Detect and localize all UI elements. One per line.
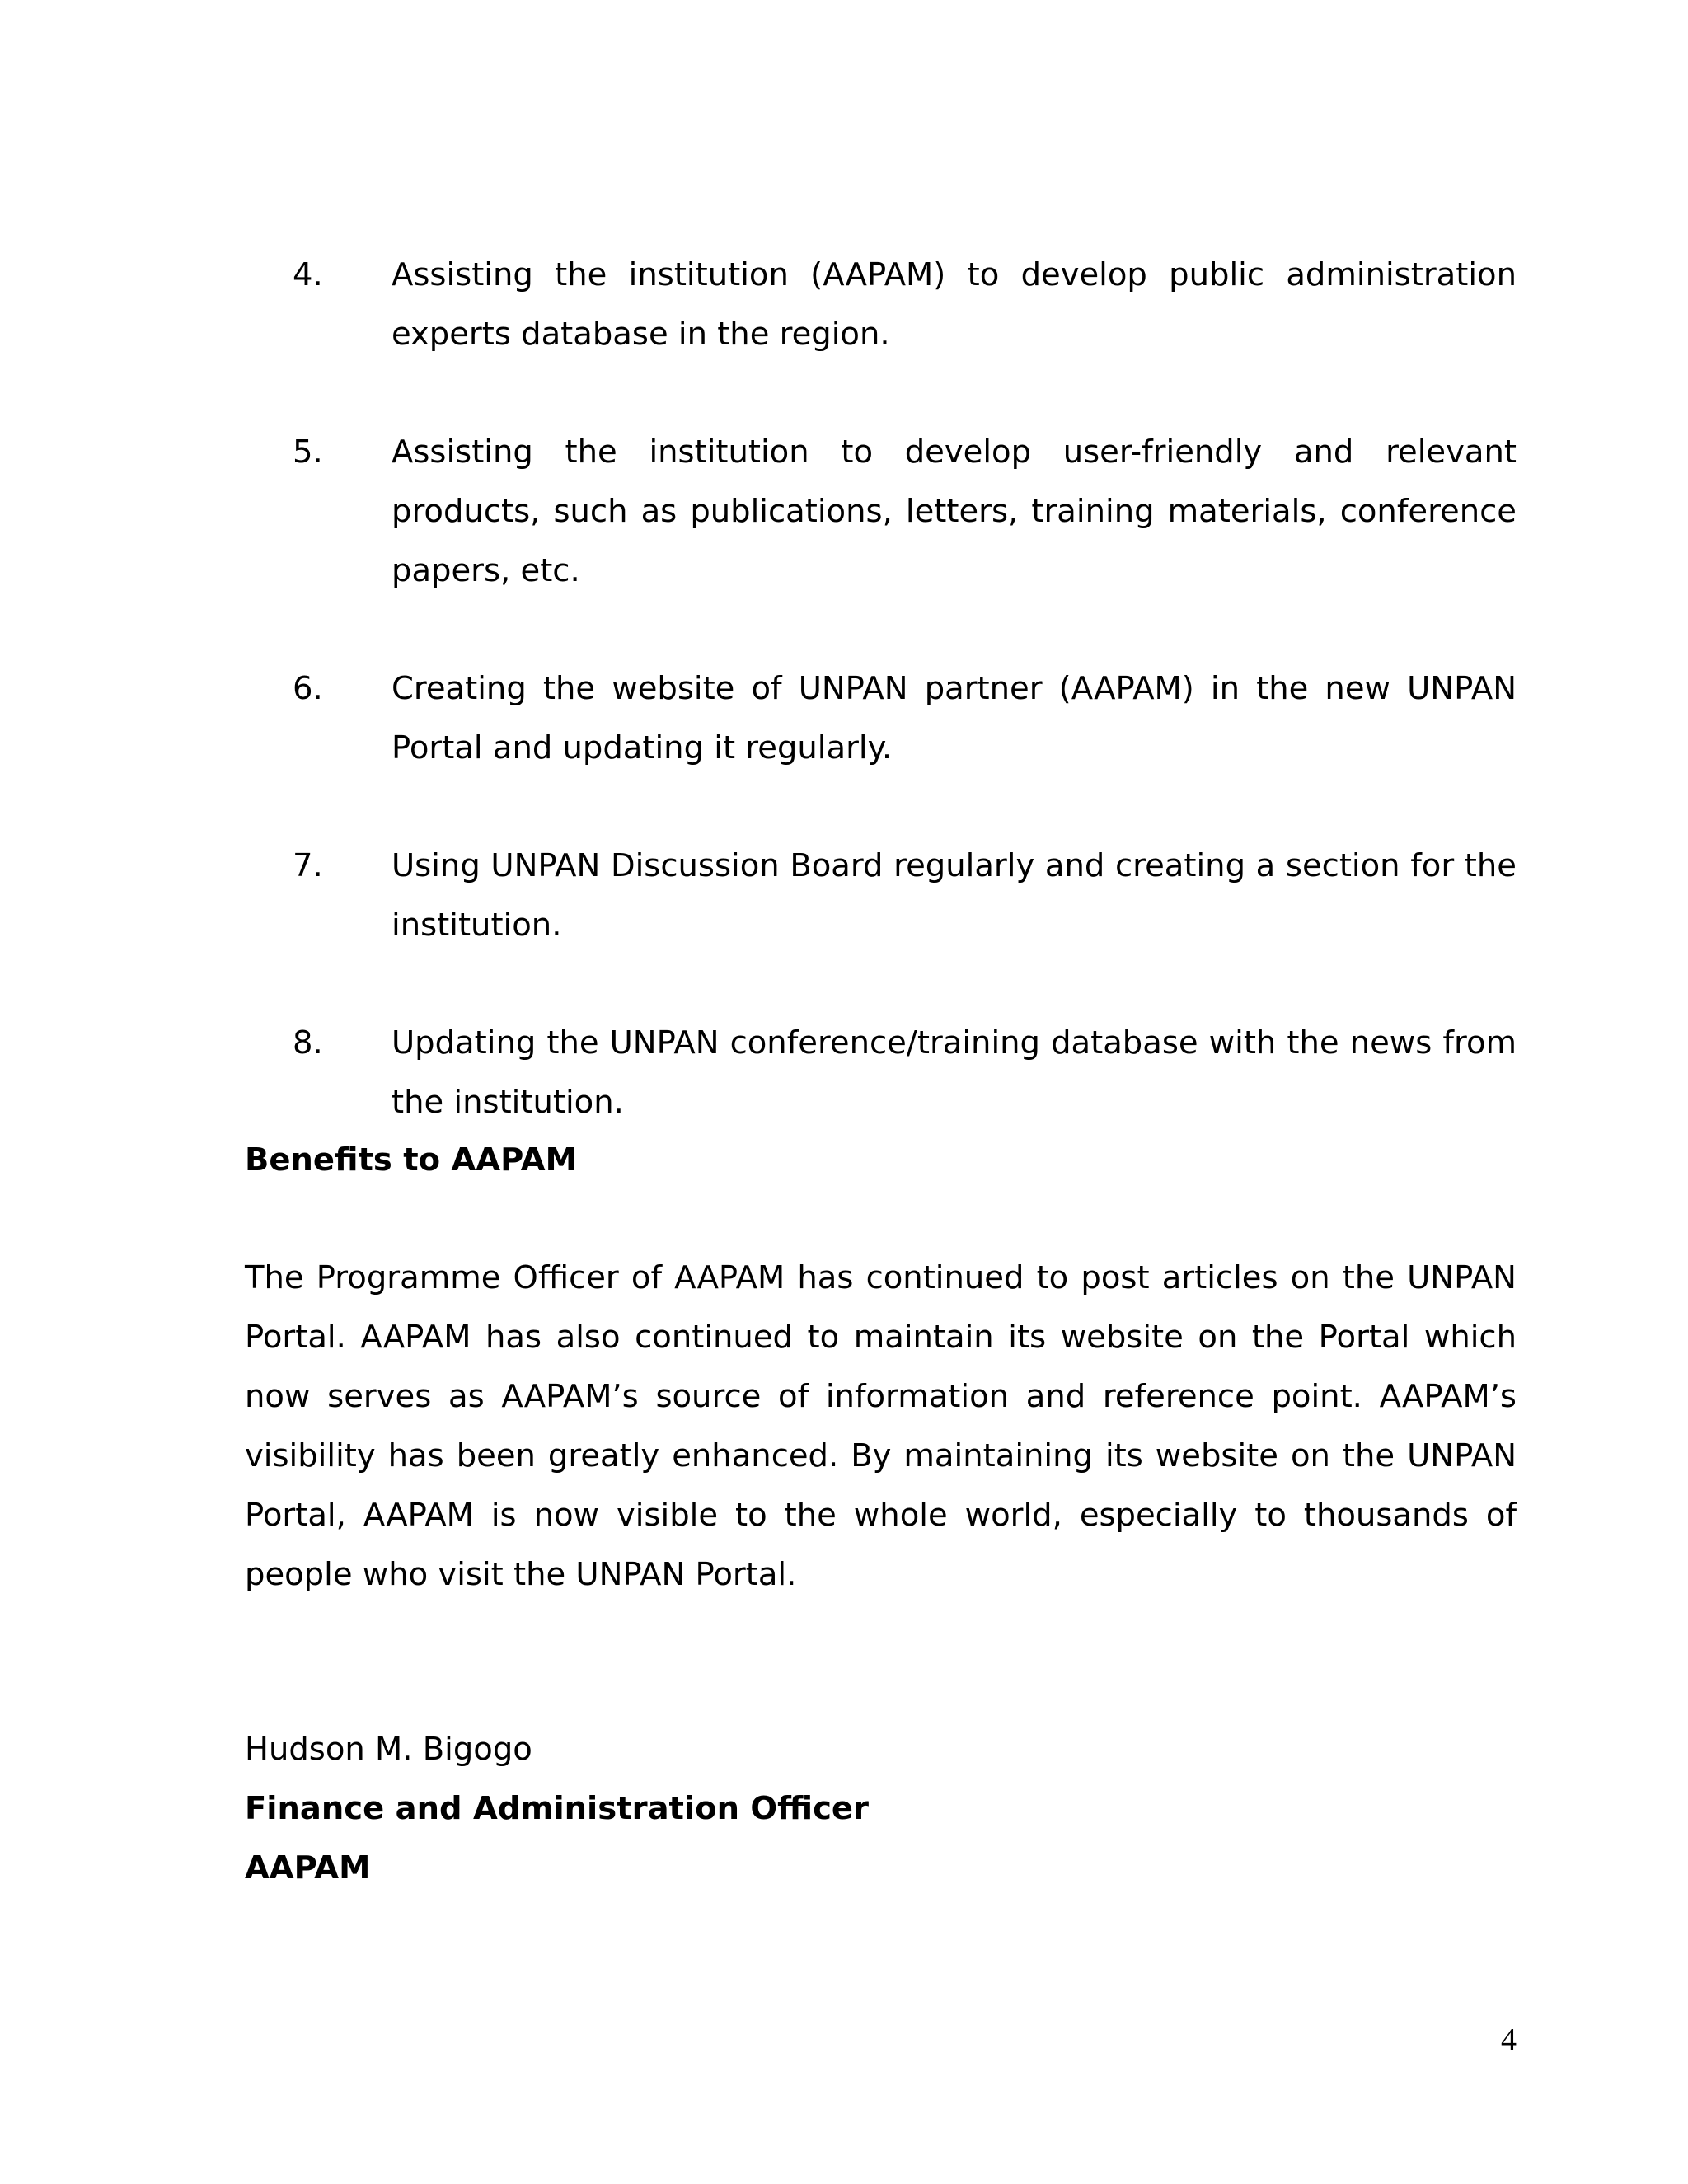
list-item-text: Assisting the institution (AAPAM) to develop public administration experts database in the region. [392, 256, 1517, 353]
signatory-organization: AAPAM [245, 1849, 371, 1886]
signatory-title: Finance and Administration Officer [245, 1790, 869, 1827]
list-item [293, 423, 1517, 601]
list-item [293, 659, 1517, 778]
list-item-number: 6. [293, 670, 323, 707]
numbered-list [293, 246, 1517, 1191]
list-item-text: Using UNPAN Discussion Board regularly and creating a section for the institution. [392, 847, 1517, 944]
signature-block [245, 1720, 869, 1898]
signatory-name: Hudson M. Bigogo [245, 1731, 532, 1768]
list-item-text: Assisting the institution to develop user-friendly and relevant products, such as publications, letters, training materials, conference papers, etc. [392, 434, 1517, 589]
list-item-number: 8. [293, 1024, 323, 1062]
list-item-text: Updating the UNPAN conference/training database with the news from the institution. [392, 1024, 1517, 1121]
list-item-text: Creating the website of UNPAN partner (AAPAM) in the new UNPAN Portal and updating it regularly. [392, 670, 1517, 766]
list-item [293, 1014, 1517, 1132]
list-item-number: 5. [293, 434, 323, 471]
section-paragraph: The Programme Officer of AAPAM has continued to post articles on the UNPAN Portal. AAPAM has also continued to maintain its website on the Portal which now serves as AAPAM’s source of information and reference point. AAPAM’s visibility has been greatly enhanced. By maintaining its website on the UNPAN Portal, AAPAM is now visible to the whole world, especially to thousands of people who visit the UNPAN Portal. [245, 1259, 1517, 1593]
page-number: 4 [1501, 2022, 1517, 2057]
list-item-number: 7. [293, 847, 323, 884]
list-item [293, 837, 1517, 955]
list-item-number: 4. [293, 256, 323, 293]
list-item [293, 246, 1517, 364]
section-heading: Benefits to AAPAM [245, 1141, 577, 1179]
